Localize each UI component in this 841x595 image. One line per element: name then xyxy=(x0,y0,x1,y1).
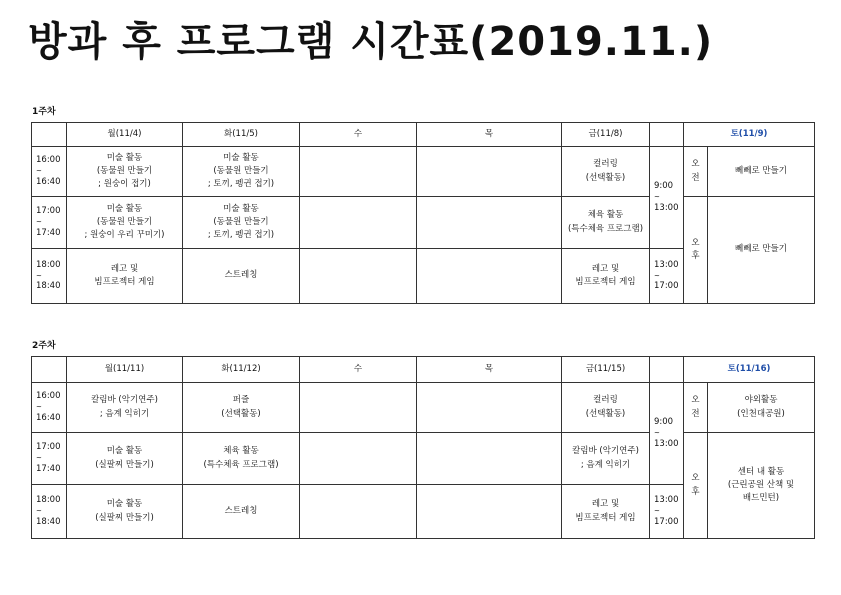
activity-cell: 체육 활동 (특수체육 프로그램) xyxy=(562,197,650,249)
sat-activity-cell: 야외활동 (인천대공원) xyxy=(708,383,815,433)
header-row xyxy=(32,123,815,147)
time-header xyxy=(32,123,67,147)
activity-cell xyxy=(417,249,562,304)
table-row xyxy=(32,197,815,249)
activity-cell xyxy=(300,433,417,485)
day-header: 월(11/11) xyxy=(67,357,183,383)
sat-time-cell: 9:00 ~ 13:00 xyxy=(650,147,684,249)
sat-time-header xyxy=(650,357,684,383)
activity-cell xyxy=(300,485,417,539)
day-header: 금(11/8) xyxy=(562,123,650,147)
activity-cell xyxy=(300,197,417,249)
activity-cell xyxy=(300,249,417,304)
sat-activity-cell: 뻬뻬로 만들기 xyxy=(708,147,815,197)
time-cell: 16:00 ~ 16:40 xyxy=(32,147,67,197)
day-header: 금(11/15) xyxy=(562,357,650,383)
time-header xyxy=(32,357,67,383)
activity-cell: 미술 활동 (실팔찌 만들기) xyxy=(67,485,183,539)
activity-cell: 미술 활동 (동물원 만들기 ; 원숭이 접기) xyxy=(67,147,183,197)
activity-cell: 레고 및 빔프로젝터 게임 xyxy=(67,249,183,304)
time-cell: 18:00 ~ 18:40 xyxy=(32,485,67,539)
activity-cell: 미술 활동 (실팔찌 만들기) xyxy=(67,433,183,485)
activity-cell: 컬러링 (선택활동) xyxy=(562,147,650,197)
day-header: 수 xyxy=(300,357,417,383)
activity-cell: 미술 활동 (동물원 만들기 ; 토끼, 펭귄 접기) xyxy=(183,197,300,249)
sat-time-cell: 13:00 ~ 17:00 xyxy=(650,485,684,539)
activity-cell: 컬러링 (선택활동) xyxy=(562,383,650,433)
activity-cell: 스트레칭 xyxy=(183,249,300,304)
sat-period-cell: 오 후 xyxy=(684,433,708,539)
activity-cell: 미술 활동 (동물원 만들기 ; 원숭이 우리 꾸미기) xyxy=(67,197,183,249)
activity-cell xyxy=(417,197,562,249)
activity-cell xyxy=(417,433,562,485)
sat-activity-cell: 뻬뻬로 만들기 xyxy=(708,197,815,304)
table-row xyxy=(32,383,815,433)
table-row xyxy=(32,433,815,485)
activity-cell xyxy=(300,147,417,197)
activity-cell: 레고 및 빔프로젝터 게임 xyxy=(562,485,650,539)
time-cell: 16:00 ~ 16:40 xyxy=(32,383,67,433)
time-cell: 17:00 ~ 17:40 xyxy=(32,197,67,249)
day-header: 목 xyxy=(417,357,562,383)
sat-time-header xyxy=(650,123,684,147)
schedule-table xyxy=(31,356,815,539)
table-row xyxy=(32,147,815,197)
week-label: 1주차 xyxy=(32,107,56,117)
header-row xyxy=(32,357,815,383)
sat-period-cell: 오 전 xyxy=(684,383,708,433)
sat-period-cell: 오 후 xyxy=(684,197,708,304)
page-title: 방과 후 프로그램 시간표(2019.11.) xyxy=(28,19,714,65)
activity-cell: 미술 활동 (동물원 만들기 ; 토끼, 펭귄 접기) xyxy=(183,147,300,197)
day-header: 화(11/12) xyxy=(183,357,300,383)
saturday-header: 토(11/16) xyxy=(684,357,815,383)
activity-cell xyxy=(300,383,417,433)
sat-time-cell: 9:00 ~ 13:00 xyxy=(650,383,684,485)
sat-period-cell: 오 전 xyxy=(684,147,708,197)
activity-cell: 칼림바 (악기연주) ; 음계 익히기 xyxy=(67,383,183,433)
day-header: 월(11/4) xyxy=(67,123,183,147)
time-cell: 17:00 ~ 17:40 xyxy=(32,433,67,485)
sat-time-cell: 13:00 ~ 17:00 xyxy=(650,249,684,304)
day-header: 수 xyxy=(300,123,417,147)
activity-cell xyxy=(417,383,562,433)
activity-cell: 스트레칭 xyxy=(183,485,300,539)
activity-cell xyxy=(417,485,562,539)
schedule-table xyxy=(31,122,815,304)
day-header: 화(11/5) xyxy=(183,123,300,147)
sat-activity-cell: 센터 내 활동 (근린공원 산책 및 배드민턴) xyxy=(708,433,815,539)
day-header: 목 xyxy=(417,123,562,147)
time-cell: 18:00 ~ 18:40 xyxy=(32,249,67,304)
week-label: 2주차 xyxy=(32,341,56,351)
activity-cell: 퍼즐 (선택활동) xyxy=(183,383,300,433)
activity-cell xyxy=(417,147,562,197)
activity-cell: 체육 활동 (특수체육 프로그램) xyxy=(183,433,300,485)
activity-cell: 레고 및 빔프로젝터 게임 xyxy=(562,249,650,304)
saturday-header: 토(11/9) xyxy=(684,123,815,147)
activity-cell: 칼림바 (악기연주) ; 음계 익히기 xyxy=(562,433,650,485)
